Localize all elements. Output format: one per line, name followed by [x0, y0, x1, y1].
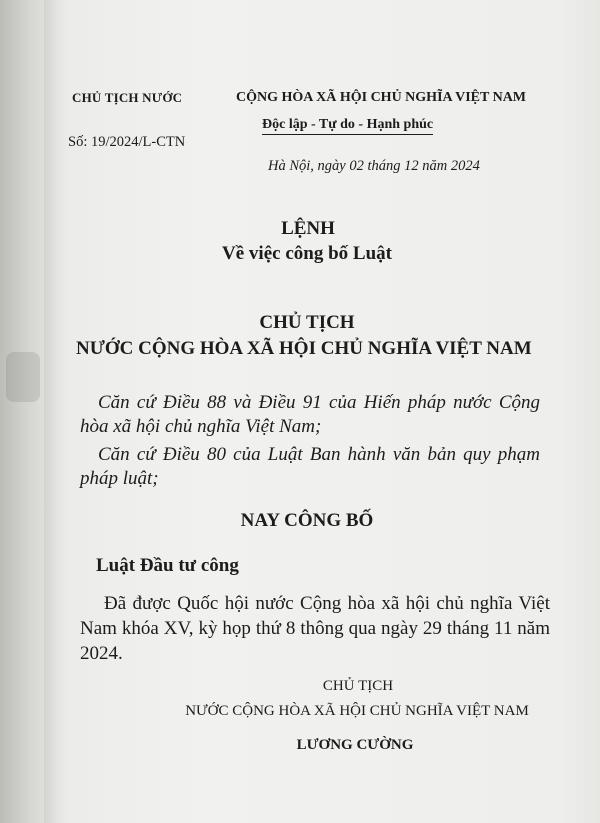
page-fold-shadow: [44, 0, 58, 823]
place-date: Hà Nội, ngày 02 tháng 12 năm 2024: [268, 158, 480, 174]
law-name: Luật Đầu tư công: [96, 555, 239, 576]
issuer-organization: NƯỚC CỘNG HÒA XÃ HỘI CHỦ NGHĨA VIỆT NAM: [76, 338, 532, 359]
legal-basis-constitution: Căn cứ Điều 88 và Điều 91 của Hiến pháp nước Cộng hòa xã hội chủ nghĩa Việt Nam;: [80, 392, 540, 437]
signer-name: LƯƠNG CƯỜNG: [296, 737, 414, 753]
signature-organization: NƯỚC CỘNG HÒA XÃ HỘI CHỦ NGHĨA VIỆT NAM: [185, 703, 529, 719]
national-motto: Độc lập - Tự do - Hạnh phúc: [262, 117, 433, 135]
document-number: Số: 19/2024/L-CTN: [68, 134, 186, 150]
document-subject: Về việc công bố Luật: [222, 243, 392, 264]
legal-basis-law: Căn cứ Điều 80 của Luật Ban hành văn bản quy phạm pháp luật;: [80, 444, 540, 489]
signature-title: CHỦ TỊCH: [322, 678, 394, 694]
passage-statement: Đã được Quốc hội nước Cộng hòa xã hội chủ nghĩa Việt Nam khóa XV, kỳ họp thứ 8 thông qua ngày 29 tháng 11 năm 2024.: [80, 593, 550, 664]
issuing-agency: CHỦ TỊCH NƯỚC: [72, 90, 183, 105]
issuer-title: CHỦ TỊCH: [259, 312, 355, 333]
bleed-through-mark: [6, 352, 40, 402]
proclamation-heading: NAY CÔNG BỐ: [240, 510, 374, 531]
document-type: LỆNH: [281, 218, 335, 239]
nation-name: CỘNG HÒA XÃ HỘI CHỦ NGHĨA VIỆT NAM: [236, 90, 527, 105]
